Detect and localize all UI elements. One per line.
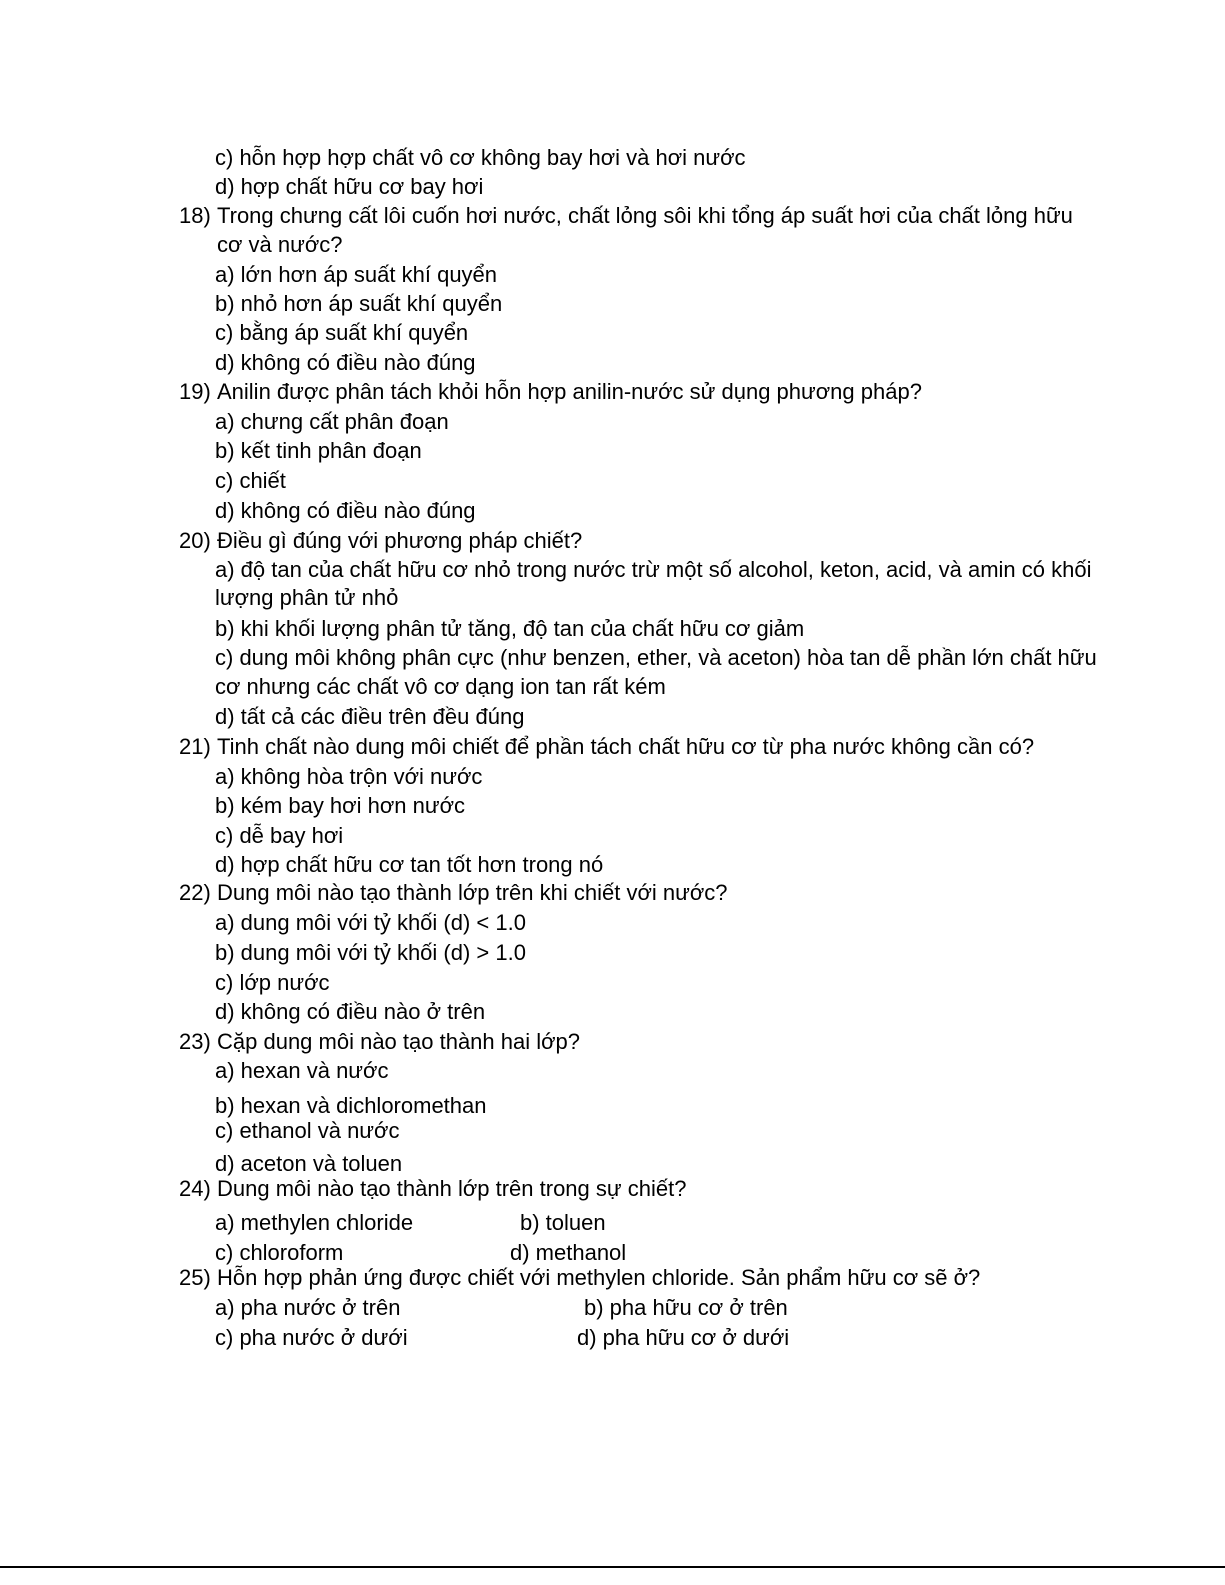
q21-option-a: a) không hòa trộn với nước	[215, 764, 483, 789]
q23-option-d: d) aceton và toluen	[215, 1151, 403, 1176]
q24-number: 24)	[179, 1176, 211, 1201]
q23-option-a: a) hexan và nước	[215, 1058, 389, 1083]
q21-number: 21)	[179, 734, 211, 759]
q21-option-c: c) dễ bay hơi	[215, 823, 344, 848]
q18-question-line2: cơ và nước?	[217, 232, 343, 257]
q20-option-c-line2: cơ nhưng các chất vô cơ dạng ion tan rất kém	[215, 674, 666, 699]
q20-question: Điều gì đúng với phương pháp chiết?	[217, 528, 583, 553]
q20-option-a-line1: a) độ tan của chất hữu cơ nhỏ trong nước trừ một số alcohol, keton, acid, và amin có khối	[215, 557, 1092, 582]
q25-option-d: d) pha hữu cơ ở dưới	[577, 1325, 790, 1350]
q19-option-d: d) không có điều nào đúng	[215, 498, 476, 523]
q24-question: Dung môi nào tạo thành lớp trên trong sự chiết?	[217, 1176, 687, 1201]
q23-question: Cặp dung môi nào tạo thành hai lớp?	[217, 1029, 581, 1054]
q22-option-a: a) dung môi với tỷ khối (d) < 1.0	[215, 910, 526, 935]
q24-option-c: c) chloroform	[215, 1240, 344, 1265]
q18-option-b: b) nhỏ hơn áp suất khí quyển	[215, 291, 503, 316]
q19-number: 19)	[179, 379, 211, 404]
q18-option-a: a) lớn hơn áp suất khí quyển	[215, 262, 498, 287]
q17-option-c: c) hỗn hợp hợp chất vô cơ không bay hơi và hơi nước	[215, 145, 746, 170]
q22-option-d: d) không có điều nào ở trên	[215, 999, 486, 1024]
q23-option-c: c) ethanol và nước	[215, 1118, 400, 1143]
q20-option-b: b) khi khối lượng phân tử tăng, độ tan của chất hữu cơ giảm	[215, 616, 805, 641]
q22-question: Dung môi nào tạo thành lớp trên khi chiết với nước?	[217, 880, 728, 905]
q21-option-d: d) hợp chất hữu cơ tan tốt hơn trong nó	[215, 852, 604, 877]
q25-option-b: b) pha hữu cơ ở trên	[584, 1295, 788, 1320]
q21-option-b: b) kém bay hơi hơn nước	[215, 793, 465, 818]
q17-option-d: d) hợp chất hữu cơ bay hơi	[215, 174, 484, 199]
q18-option-d: d) không có điều nào đúng	[215, 350, 476, 375]
q18-option-c: c) bằng áp suất khí quyển	[215, 320, 469, 345]
q19-option-a: a) chưng cất phân đoạn	[215, 409, 449, 434]
q25-number: 25)	[179, 1265, 211, 1290]
q20-option-a-line2: lượng phân tử nhỏ	[215, 585, 399, 610]
q25-question: Hỗn hợp phản ứng được chiết với methylen chloride. Sản phẩm hữu cơ sẽ ở?	[217, 1265, 981, 1290]
q18-number: 18)	[179, 203, 211, 228]
q24-option-b: b) toluen	[520, 1210, 606, 1235]
q22-number: 22)	[179, 880, 211, 905]
q20-number: 20)	[179, 528, 211, 553]
q20-option-d: d) tất cả các điều trên đều đúng	[215, 704, 525, 729]
q24-option-d: d) methanol	[510, 1240, 627, 1265]
bottom-divider	[0, 1566, 1225, 1568]
q23-option-b: b) hexan và dichloromethan	[215, 1093, 487, 1118]
q20-option-c-line1: c) dung môi không phân cực (như benzen, ether, và aceton) hòa tan dễ phần lớn chất hữu	[215, 645, 1097, 670]
q22-option-b: b) dung môi với tỷ khối (d) > 1.0	[215, 940, 526, 965]
q22-option-c: c) lớp nước	[215, 970, 330, 995]
q24-option-a: a) methylen chloride	[215, 1210, 414, 1235]
q21-question: Tinh chất nào dung môi chiết để phần tách chất hữu cơ từ pha nước không cần có?	[217, 734, 1035, 759]
q19-option-b: b) kết tinh phân đoạn	[215, 438, 422, 463]
q19-question: Anilin được phân tách khỏi hỗn hợp anilin-nước sử dụng phương pháp?	[217, 379, 922, 404]
q18-question-line1: Trong chưng cất lôi cuốn hơi nước, chất lỏng sôi khi tổng áp suất hơi của chất lỏng hữu	[217, 203, 1073, 228]
q25-option-c: c) pha nước ở dưới	[215, 1325, 408, 1350]
q23-number: 23)	[179, 1029, 211, 1054]
q19-option-c: c) chiết	[215, 468, 286, 493]
q25-option-a: a) pha nước ở trên	[215, 1295, 401, 1320]
